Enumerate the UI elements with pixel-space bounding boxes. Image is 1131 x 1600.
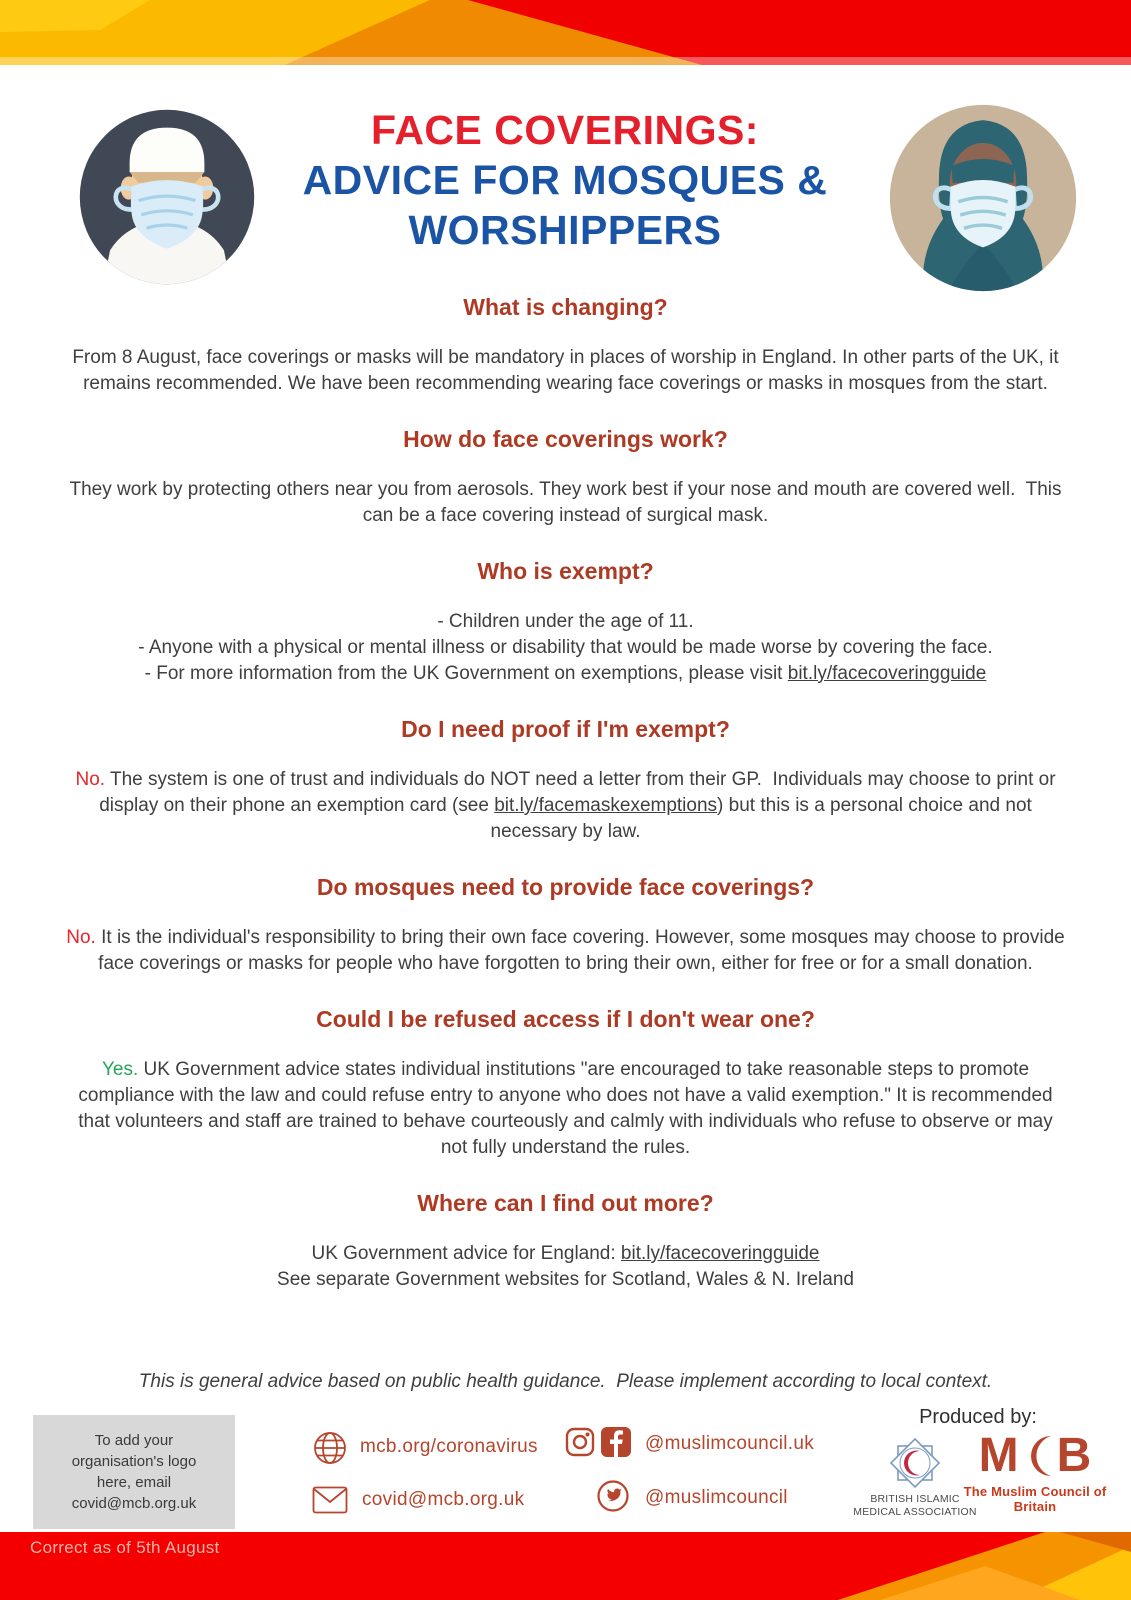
exempt-item-3-text: - For more information from the UK Government on exemptions, please visit	[144, 663, 788, 684]
globe-icon	[312, 1430, 348, 1466]
facecoveringguide-link[interactable]: bit.ly/facecoveringguide	[787, 663, 987, 684]
bottom-bar	[0, 1532, 1131, 1600]
mcb-wordmark	[955, 1429, 1115, 1482]
facemaskexemptions-link[interactable]: bit.ly/facemaskexemptions	[494, 795, 718, 816]
top-banner-graphic	[0, 0, 1131, 65]
poster-title	[255, 105, 875, 255]
section-body-proof-if-exempt	[65, 767, 1066, 845]
proof-text-before-link: The system is one of trust and individuals do NOT need a letter from their GP. Individuals may choose to print or display on their phone an exemption card (see	[99, 769, 1061, 816]
answer-yes: Yes.	[101, 1059, 139, 1080]
bima-caption-line-1: BRITISH ISLAMIC	[870, 1493, 960, 1505]
section-body-refused-access	[65, 1057, 1066, 1161]
section-heading-how-coverings-work: How do face coverings work?	[403, 426, 728, 452]
produced-by-label: Produced by:	[919, 1406, 1037, 1428]
male-worshipper-avatar	[78, 103, 256, 291]
mosques-provide-text: It is the individual's responsibility to bring their own face covering. However, some mosques may choose to provide face coverings or masks for people who have forgotten to bring their own, either for free or for a small donation.	[95, 927, 1071, 974]
qa-sections	[65, 294, 1071, 1293]
instagram-facebook-handle: @muslimcouncil.uk	[645, 1433, 815, 1454]
footer	[0, 1400, 1131, 1535]
mcb-letter-b: B	[1056, 1429, 1092, 1482]
mcb-tagline: The Muslim Council of Britain	[963, 1484, 1107, 1514]
twitter-icon	[597, 1480, 629, 1512]
twitter-handle: @muslimcouncil	[645, 1487, 788, 1508]
email-address: covid@mcb.org.uk	[362, 1489, 525, 1510]
section-body-mosques-provide	[65, 925, 1071, 977]
proof-text-after-link: ) but this is a personal choice and not necessary by law.	[490, 795, 1038, 842]
organisation-logo-placeholder	[33, 1415, 235, 1529]
section-heading-proof-if-exempt: Do I need proof if I'm exempt?	[401, 716, 730, 742]
mcb-crescent-icon	[1021, 1433, 1055, 1479]
poster-title-line-2: ADVICE FOR MOSQUES &	[302, 157, 828, 204]
section-body-how-coverings-work: They work by protecting others near you from aerosols. They work best if your nose and mouth are covered well. This can be a face covering instead of surgical mask.	[69, 479, 1067, 526]
bima-caption-line-2: MEDICAL ASSOCIATION	[853, 1506, 977, 1519]
bima-emblem-icon	[886, 1436, 944, 1490]
facebook-icon	[601, 1427, 631, 1457]
exempt-list-item-3	[65, 661, 1066, 687]
section-heading-what-is-changing: What is changing?	[463, 294, 668, 320]
female-worshipper-avatar	[888, 100, 1078, 296]
mcb-letter-m: M	[978, 1429, 1019, 1482]
facecoveringguide-link-2[interactable]: bit.ly/facecoveringguide	[620, 1243, 820, 1264]
logo-placeholder-text: To add your organisation's logo here, email covid@mcb.org.uk	[71, 1432, 197, 1512]
header	[0, 95, 1131, 315]
email-icon	[312, 1486, 348, 1514]
section-heading-mosques-provide: Do mosques need to provide face coverings?	[316, 874, 815, 900]
poster-title-line-1: FACE COVERINGS:	[371, 107, 759, 153]
find-out-more-line-1	[65, 1241, 1066, 1267]
instagram-icon	[565, 1427, 595, 1457]
find-out-more-line-2: See separate Government websites for Scotland, Wales & N. Ireland	[277, 1269, 854, 1290]
exempt-list-item-1: - Children under the age of 11.	[437, 611, 694, 632]
find-out-more-prefix: UK Government advice for England:	[311, 1243, 621, 1264]
general-advice-note: This is general advice based on public health guidance. Please implement according to local context.	[138, 1371, 993, 1392]
exempt-list-item-2: - Anyone with a physical or mental illness or disability that would be made worse by covering the face.	[138, 637, 993, 658]
answer-no: No.	[75, 769, 106, 790]
section-body-what-is-changing: From 8 August, face coverings or masks will be mandatory in places of worship in England. In other parts of the UK, it remains recommended. We have been recommending wearing face coverings or masks in mosques from the start.	[72, 347, 1064, 394]
section-heading-who-is-exempt: Who is exempt?	[477, 558, 654, 584]
mcb-logo	[955, 1429, 1115, 1514]
refused-access-text: UK Government advice states individual institutions "are encouraged to take reasonable steps to promote compliance with the law and could refuse entry to anyone who does not have a valid exemption." It is recommended that volunteers and staff are trained to behave courteously and calmly with individuals who refuse to observe or may not fully understand the rules.	[78, 1059, 1059, 1158]
correct-as-of-text: Correct as of 5th August	[30, 1538, 220, 1557]
section-heading-find-out-more: Where can I find out more?	[417, 1190, 714, 1216]
poster-title-line-3: WORSHIPPERS	[408, 207, 722, 254]
section-heading-refused-access: Could I be refused access if I don't wear one?	[316, 1006, 815, 1032]
website-url: mcb.org/coronavirus	[360, 1436, 538, 1457]
answer-no: No.	[66, 927, 96, 948]
